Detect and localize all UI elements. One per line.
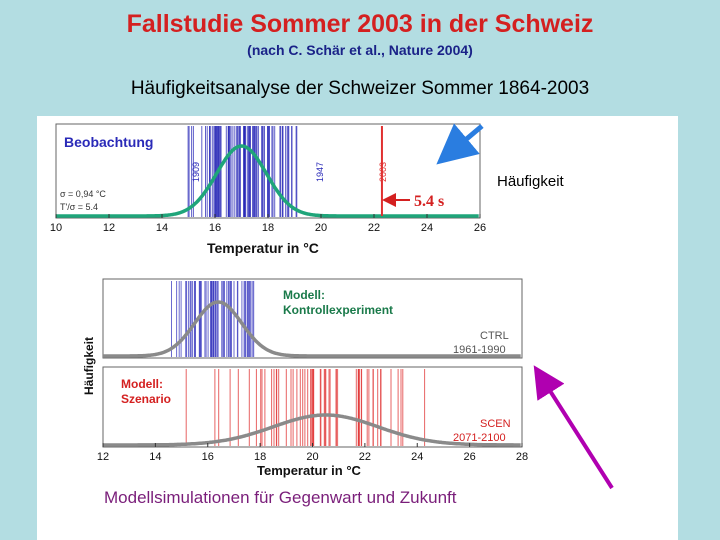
axis-tick-label: 14 <box>149 451 162 463</box>
scenario-tag-2: 2071-2100 <box>453 432 506 444</box>
axis-tick-label: 26 <box>463 451 476 463</box>
axis-tick-label: 18 <box>254 451 267 463</box>
control-label-1: Modell: <box>283 288 325 302</box>
axis-tick-label: 20 <box>306 451 319 463</box>
bottom-axis-label: Temperatur in °C <box>257 463 361 478</box>
magenta-arrow <box>538 372 612 488</box>
observation-label: Beobachtung <box>64 134 154 150</box>
year-label-1947: 1947 <box>315 161 325 182</box>
axis-tick-label: 14 <box>155 222 169 234</box>
sigma-label: σ = 0,94 °C <box>60 189 106 199</box>
year-label-2003: 2003 <box>378 161 388 182</box>
scenario-panel <box>103 367 522 447</box>
haeufigkeit-annotation: Häufigkeit <box>497 173 564 190</box>
year-label-1909: 1909 <box>191 161 201 182</box>
axis-tick-label: 28 <box>515 451 529 463</box>
axis-tick-label: 24 <box>420 222 434 234</box>
scenario-label-2: Szenario <box>121 392 172 406</box>
control-label-2: Kontrollexperiment <box>283 303 394 317</box>
axis-tick-label: 10 <box>49 222 63 234</box>
control-tag-2: 1961-1990 <box>453 344 506 356</box>
ratio-label: T'/σ = 5.4 <box>60 202 99 212</box>
page-subtitle: (nach C. Schär et al., Nature 2004) <box>247 42 473 58</box>
axis-tick-label: 24 <box>411 451 424 463</box>
axis-tick-label: 12 <box>102 222 116 234</box>
axis-tick-label: 12 <box>96 451 110 463</box>
control-tag-1: CTRL <box>480 330 509 342</box>
caption: Modellsimulationen für Gegenwart und Zukunft <box>104 488 457 507</box>
axis-tick-label: 18 <box>261 222 275 234</box>
axis-tick-label: 16 <box>208 222 222 234</box>
scenario-tag-1: SCEN <box>480 418 511 430</box>
axis-tick-label: 22 <box>358 451 371 463</box>
sigma-annotation: 5.4 s <box>414 193 445 210</box>
scenario-label-1: Modell: <box>121 377 163 391</box>
axis-tick-label: 20 <box>314 222 328 234</box>
y-axis-label: Häufigkeit <box>82 336 96 395</box>
axis-tick-label: 22 <box>367 222 381 234</box>
analysis-title: Häufigkeitsanalyse der Schweizer Sommer 1864-2003 <box>130 78 590 99</box>
axis-tick-label: 16 <box>201 451 214 463</box>
axis-tick-label: 26 <box>473 222 487 234</box>
control-panel <box>103 279 522 358</box>
top-axis-label: Temperatur in °C <box>207 240 319 256</box>
page-title: Fallstudie Sommer 2003 in der Schweiz <box>126 10 594 38</box>
